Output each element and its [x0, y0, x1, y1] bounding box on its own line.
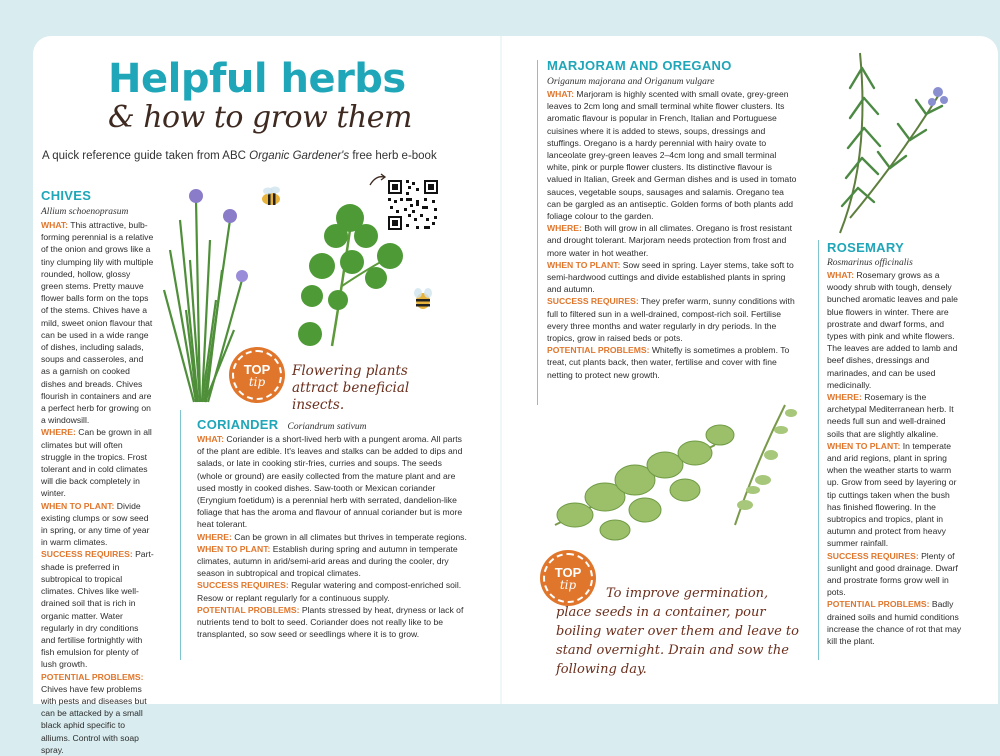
intro-text: A quick reference guide taken from ABC Organic Gardener's free herb e-book [42, 150, 437, 162]
chives-latin: Allium schoenoprasum [41, 207, 129, 217]
top-tip-badge: TOP tip [543, 553, 593, 603]
marjoram-illustration [545, 385, 815, 550]
page-gutter [500, 36, 502, 704]
marjoram-body: WHAT: Marjoram is highly scented with small ovate, grey-green leaves to 2cm long and small terminal white flower clusters. Its aromatic flavour is popular in French, Italian and Portuguese cuisines where it is added to stews, soups, dressings and stuffings. Oregano is a hardy perennial with hairy ovate to lanceolate grey-green leaves 2–4cm long and small terminal white, pink or purple flower clusters. Its distinctive flavour is valued in Italian, Greek and German dishes and is used in tomato sauces, vegetable soups, sausages and salamis. Oregano tea can be gargled as an antiseptic. Golden forms of both plants add foliage colour to the garden. WHERE: Both will grow in all climates. Oregano is frost resistant and drought tolerant. Marjoram needs protection from frost and more water in hot weather. WHEN TO PLANT: Sow seed in spring. Layer stems, take soft to semi-hardwood cuttings and divide established plants in spring and autumn. SUCCESS REQUIRES: They prefer warm, sunny conditions with full to filtered sun in a well-drained, compost-rich soil. Fertilise every three months and water regularly in dry periods. In the tropics, grow in raised beds or pots. POTENTIAL PROBLEMS: Whitefly is sometimes a problem. To treat, cut plants back, then water, fertilise and cover with fine netting to protect new growth. [547, 89, 797, 380]
arrow-icon [368, 172, 388, 191]
tip-text: To improve germination, place seeds in a container, pour boiling water over them and leave to stand overnight. Drain and sow the following day. [556, 586, 799, 677]
rosemary-body: WHAT: Rosemary grows as a woody shrub with tough, densely bunched aromatic leaves and pale blue flowers in winter. There are prostrate and dwarf forms, and types with pink and white flowers. The leaves are added to lamb and beef dishes, dressings and marinades, and can be used medicinally. WHERE: Rosemary is the archetypal Mediterranean herb. It needs full sun and well-drained soils that are slightly alkaline. WHEN TO PLANT: In temperate and arid regions, plant in spring when the weather starts to warm up. Grow from seed by layering or tip cuttings taken when the bush has finished flowering. In the subtropics and tropics, plant in autumn and protect from heavy summer rainfall. SUCCESS REQUIRES: Plenty of sunlight and good drainage. Dwarf and prostrate forms grow well in pots. POTENTIAL PROBLEMS: Badly drained soils and humid conditions increase the chance of rot that may kill the plant. [827, 270, 962, 647]
marjoram-heading: MARJORAM AND OREGANO [547, 58, 732, 73]
divider [537, 60, 538, 405]
rosemary-illustration [820, 48, 960, 238]
rosemary-latin: Rosmarinus officinalis [827, 258, 913, 268]
coriander-body: WHAT: Coriander is a short-lived herb with a pungent aroma. All parts of the plant are edible. It's leaves and stalks can be added to dips and salads, or late in cooking stir-fries, curries and soups. The seeds (whole or ground) are easily collected from the mature plant and are used mostly in cooked dishes. Saw-tooth or Mexican coriander (Eryngium foetidum) is a perennial herb with serrated, dandelion-like foliage that has the aroma and flavour of annual coriander but is more heat tolerant. WHERE: Can be grown in all climates but thrives in temperate regions. WHEN TO PLANT: Establish during spring and autumn in temperate climates, autumn in arid/semi-arid areas and during the cooler, dry season in subtropical and tropical climates. SUCCESS REQUIRES: Regular watering and compost-enriched soil. Resow or replant regularly for a continuous supply. POTENTIAL PROBLEMS: Plants stressed by heat, dryness or lack of nutrients tend to bolt to seed. Coriander does not really like to be transplanted, so sow seed or seedlings where it is to grow. [197, 434, 467, 640]
tip-text: Flowering plants attract beneficial insects. [292, 363, 410, 413]
coriander-heading-row [197, 414, 366, 433]
divider [818, 240, 819, 660]
coriander-latin: Coriandrum sativum [287, 422, 367, 432]
coriander-heading: CORIANDER [197, 417, 279, 432]
bee-icon [258, 186, 284, 212]
coriander-illustration [292, 196, 412, 346]
divider [180, 410, 181, 660]
marjoram-latin: Origanum majorana and Origanum vulgare [547, 77, 715, 87]
top-tip-badge: TOP tip [232, 350, 282, 400]
page-title: Helpful herbs [108, 56, 406, 102]
bee-icon-2 [410, 287, 436, 315]
rosemary-heading: ROSEMARY [827, 240, 905, 255]
chives-body: WHAT: This attractive, bulb-forming perennial is a relative of the onion and grows like a tiny clumping lily with multiple rounded, hollow, glossy green stems. Pretty mauve flower balls form on the tops of the stems. Chives have a mild, sweet onion flavour that can be used in a wide range of dishes, including salads, soups and casseroles, and as a garnish on cooked dishes and breads. Chives flourish in containers and are a perfect herb for growing on a windowsill. WHERE: Can be grown in all climates but will often struggle in the tropics. Frost tolerant and in cold climates will die back completely in winter. WHEN TO PLANT: Divide existing clumps or sow seed in spring, or any time of year in warm climates. SUCCESS REQUIRES: Part-shade is preferred in subtropical to tropical climates. Chives like well-drained soil that is rich in organic matter. Water regularly in dry conditions and fertilise fortnightly with fish emulsion for plenty of lush growth. POTENTIAL PROBLEMS: Chives have few problems with pests and diseases but can be attacked by a small black aphid specific to alliums. Control with soap spray. [41, 220, 154, 755]
page-subtitle: & how to grow them [108, 100, 412, 135]
chives-heading: CHIVES [41, 188, 92, 203]
